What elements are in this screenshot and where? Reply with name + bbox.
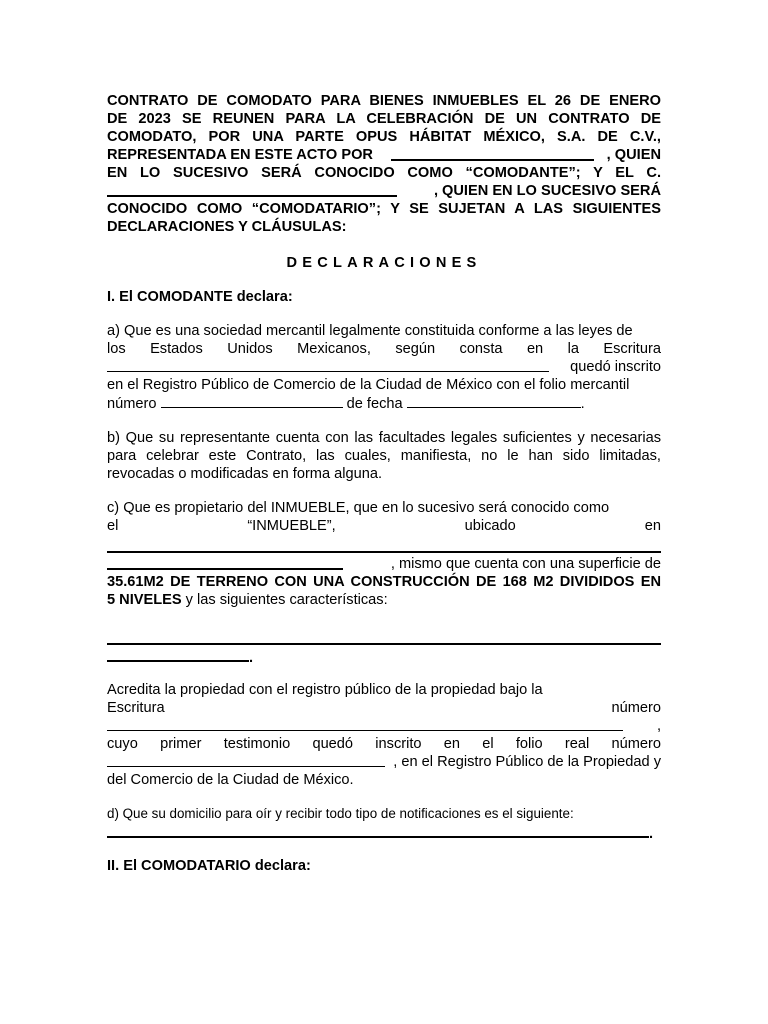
para-c-line: c) Que es propietario del INMUEBLE, que en lo sucesivo será conocido como [107,500,610,516]
para-a-fecha: de fecha [346,396,403,412]
word: inscrito [375,736,422,752]
word: en [443,736,461,752]
paragraph-c [107,499,661,667]
paragraph-a [107,322,661,413]
title-line: DE 2023 SE REUNEN PARA LA CELEBRACIÓN DE UN CONTRATO DE [107,111,661,127]
title-line: CONTRATO DE COMODATO PARA BIENES INMUEBLES EL 26 DE ENERO [107,93,661,109]
period: . [249,650,254,666]
para-a-line: en el Registro Público de Comercio de la Ciudad de México con el folio mercantil [107,377,630,393]
word: la [567,341,579,357]
acredita-numero: número [611,700,661,716]
word: consta [459,341,503,357]
contract-title [107,92,661,236]
acredita-escritura: Escritura [107,700,165,716]
word: “INMUEBLE”, [247,518,336,534]
word: según [395,341,436,357]
word: quedó [312,736,354,752]
caracteristicas-blank [107,630,661,645]
para-c-superficie: , mismo que cuenta con una superficie de [390,556,661,572]
paragraph-b: b) Que su representante cuenta con las facultades legales suficientes y necesarias para celebrar este Contrato, las cuales, manifiesta, no le han sido limitadas, revocadas o modificadas en forma alguna. [107,430,661,482]
word: en [526,341,544,357]
para-c-niveles: 5 NIVELES [107,592,182,608]
word: los [107,341,126,357]
para-d-line: d) Que su domicilio para oír y recibir todo tipo de notificaciones es el siguiente: [107,806,574,821]
fecha-blank [407,394,581,408]
title-line: , QUIEN EN LO SUCESIVO SERÁ [433,183,661,199]
comma: , [656,718,661,734]
word: el [482,736,494,752]
period: . [580,396,585,412]
representative-blank [391,146,594,161]
ubicacion-blank [107,538,661,553]
domicilio-blank [107,823,649,838]
word: real [564,736,590,752]
section-comodante-heading: I. El COMODANTE declara: [107,289,293,305]
title-line: DECLARACIONES Y CLÁUSULAS: [107,219,347,235]
document-page [107,92,661,875]
ubicacion-blank-2 [107,555,343,570]
word: folio [515,736,543,752]
word: Escritura [603,341,661,357]
comodatario-name-blank [107,182,397,197]
period: . [649,826,654,842]
word: Mexicanos, [297,341,371,357]
word: el [107,518,119,534]
word: Unidos [227,341,273,357]
word: en [644,518,661,534]
para-c-caracteristicas: y las siguientes características: [181,592,388,608]
folio-mercantil-blank [161,394,343,408]
acredita-line: del Comercio de la Ciudad de México. [107,772,354,788]
title-line: COMODATO, POR UNA PARTE OPUS HÁBITAT MÉXICO, S.A. DE C.V., [107,129,661,145]
word: ubicado [464,518,516,534]
title-line: , QUIEN [606,147,661,163]
title-line: EN LO SUCESIVO SERÁ CONOCIDO COMO “COMODANTE”; Y EL C. [107,165,661,181]
word: primer [160,736,202,752]
paragraph-acredita [107,681,661,789]
declaraciones-heading: DECLARACIONES [286,255,482,271]
paragraph-d [107,805,661,843]
para-a-numero: número [107,396,157,412]
acredita-line: Acredita la propiedad con el registro público de la propiedad bajo la [107,682,543,698]
section-comodatario-heading: II. El COMODATARIO declara: [107,858,311,874]
folio-real-blank [107,753,385,767]
caracteristicas-blank-2 [107,647,249,662]
escritura-numero-blank [107,717,623,731]
title-line: REPRESENTADA EN ESTE ACTO POR [107,147,373,163]
para-a-inscrito: quedó inscrito [570,359,661,375]
acredita-registro: , en el Registro Público de la Propiedad y [393,754,661,770]
escritura-blank [107,358,549,372]
para-c-bold-line: 35.61M2 DE TERRENO CON UNA CONSTRUCCIÓN DE 168 M2 DIVIDIDOS EN [107,574,661,590]
para-a-line: a) Que es una sociedad mercantil legalmente constituida conforme a las leyes de [107,323,633,339]
word: testimonio [223,736,291,752]
word: cuyo [107,736,138,752]
word: número [611,736,661,752]
word: Estados [150,341,203,357]
title-line: CONOCIDO COMO “COMODATARIO”; Y SE SUJETAN A LAS SIGUIENTES [107,201,661,217]
